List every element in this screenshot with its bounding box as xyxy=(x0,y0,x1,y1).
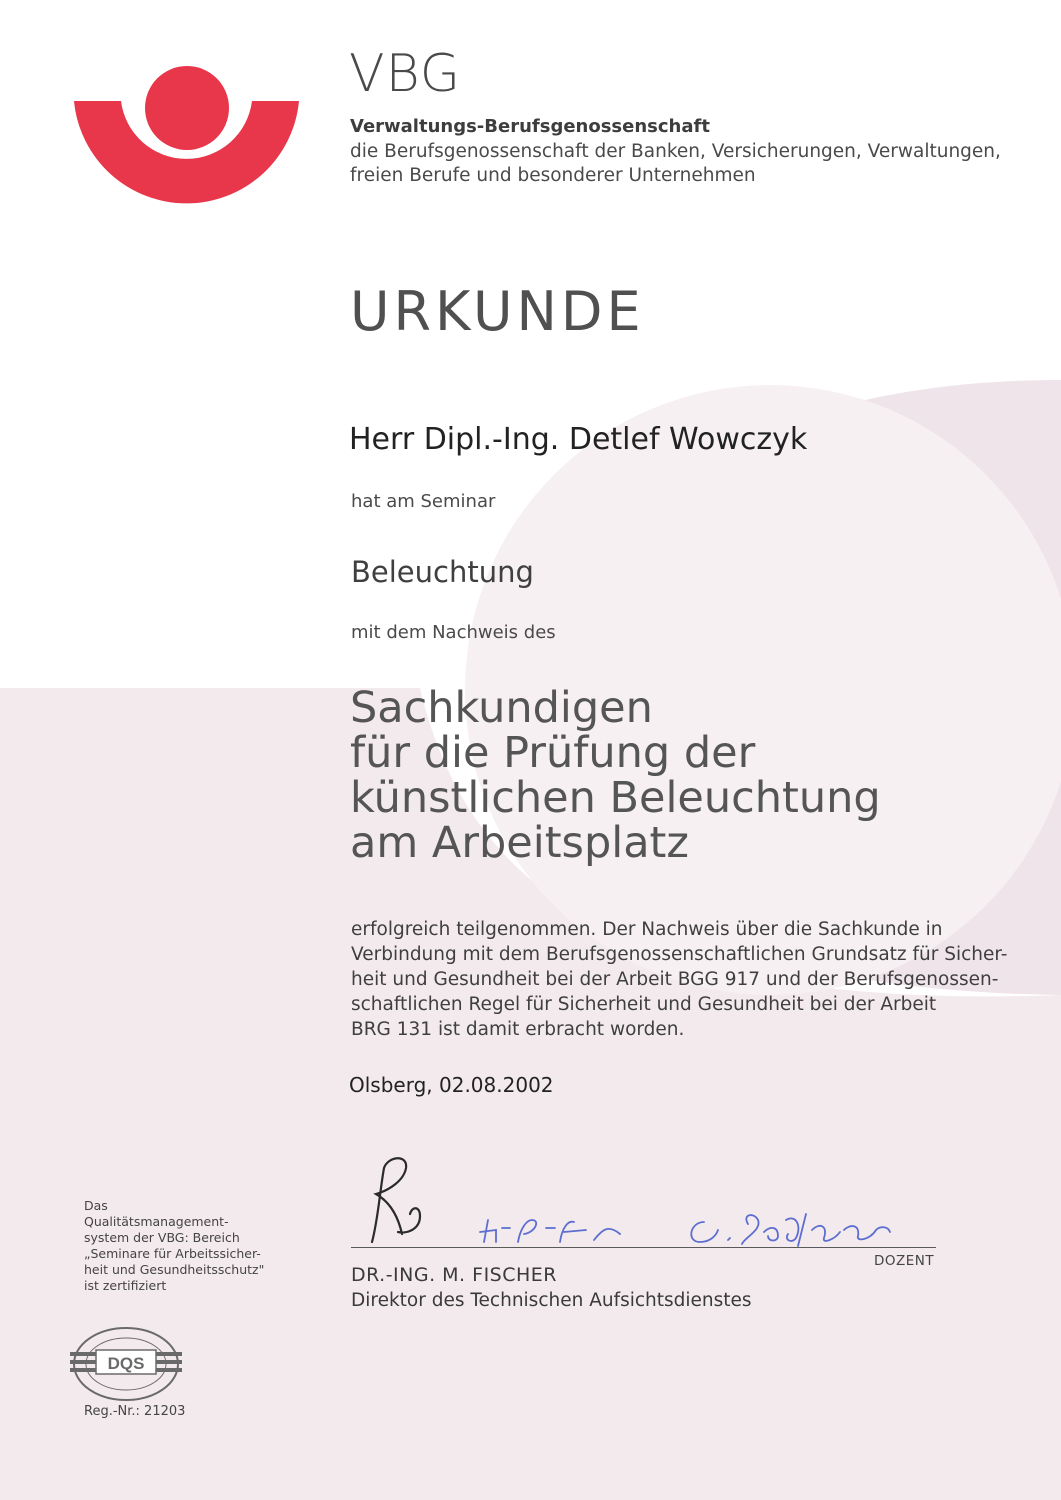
seminar-name: Beleuchtung xyxy=(351,555,534,589)
organization-description-line-1: die Berufsgenossenschaft der Banken, Versicherungen, Verwaltungen, xyxy=(350,141,1001,162)
qm-line: Qualitätsmanagement- xyxy=(84,1214,229,1229)
certificate-body-text xyxy=(351,917,1021,1042)
organization-description-line-2: freien Berufe und besonderer Unternehmen xyxy=(350,165,756,186)
qualification-line: künstlichen Beleuchtung xyxy=(350,773,881,823)
qualification-title xyxy=(350,683,881,868)
signer-name: DR.-ING. M. FISCHER xyxy=(351,1264,557,1286)
qm-line: „Seminare für Arbeitssicher- xyxy=(84,1246,261,1261)
body-line: BRG 131 ist damit erbracht worden. xyxy=(351,1019,685,1040)
registration-number: Reg.-Nr.: 21203 xyxy=(84,1404,186,1419)
certificate-title: URKUNDE xyxy=(350,280,645,343)
qm-line: Das xyxy=(84,1198,108,1213)
qm-line: heit und Gesundheitsschutz" xyxy=(84,1262,265,1277)
handwritten-signatures xyxy=(350,1150,940,1255)
dqs-seal-text: DQS xyxy=(107,1354,145,1373)
qualification-line: am Arbeitsplatz xyxy=(350,818,689,868)
organization-name: Verwaltungs-Berufsgenossenschaft xyxy=(350,116,710,137)
qualification-line: Sachkundigen xyxy=(350,683,653,733)
qm-line: ist zertifiziert xyxy=(84,1278,167,1293)
dqs-certification-seal-icon xyxy=(70,1325,182,1403)
brand-name: VBG xyxy=(349,44,462,104)
body-line: heit und Gesundheit bei der Arbeit BGG 917 und der Berufsgenossen- xyxy=(351,969,999,990)
recipient-name: Herr Dipl.-Ing. Detlef Wowczyk xyxy=(349,422,808,457)
signature-line xyxy=(351,1247,936,1248)
qualification-line: für die Prüfung der xyxy=(350,728,756,778)
qm-line: system der VBG: Bereich xyxy=(84,1230,240,1245)
vbg-logo-icon xyxy=(74,66,299,231)
quality-management-note xyxy=(84,1198,264,1294)
proof-intro-text: mit dem Nachweis des xyxy=(351,622,556,643)
signer-title: Direktor des Technischen Aufsichtsdienstes xyxy=(351,1290,752,1311)
body-line: schaftlichen Regel für Sicherheit und Gesundheit bei der Arbeit xyxy=(351,994,937,1015)
body-line: erfolgreich teilgenommen. Der Nachweis über die Sachkunde in xyxy=(351,919,943,940)
body-line: Verbindung mit dem Berufsgenossenschaftlichen Grundsatz für Sicher- xyxy=(351,944,1008,965)
dozent-label: DOZENT xyxy=(874,1253,935,1269)
seminar-intro-text: hat am Seminar xyxy=(351,491,496,512)
place-and-date: Olsberg, 02.08.2002 xyxy=(349,1073,554,1097)
